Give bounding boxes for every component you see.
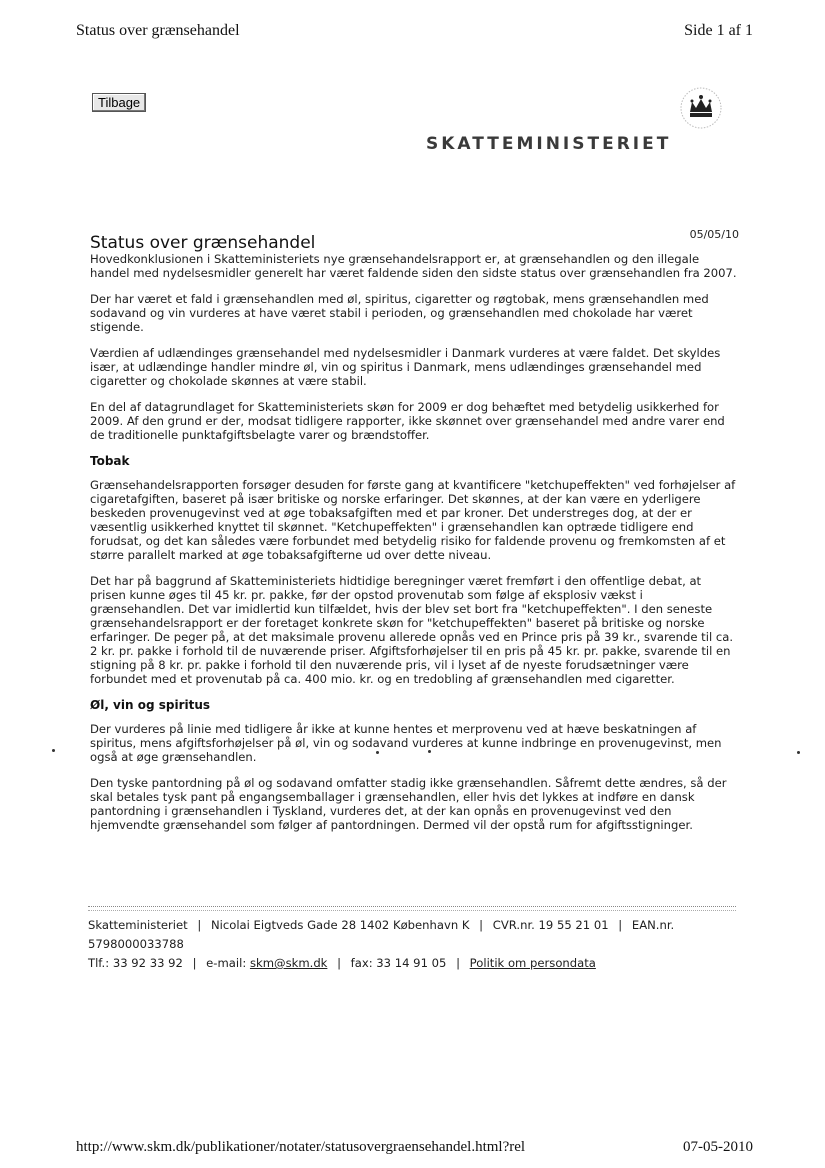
footer-separator: | — [618, 918, 623, 932]
scan-speck — [376, 751, 379, 754]
article-title: Status over grænsehandel — [90, 233, 316, 253]
print-header-title: Status over grænsehandel — [76, 22, 240, 39]
page-footer — [88, 916, 738, 973]
paragraph: Grænsehandelsrapporten forsøger desuden for første gang at kvantificere "ketchupeffekten" ved forhøjelser af cigaretafgiften, baseret på især britiske og norske erfaringer. Det skønnes, at der kan være en yderligere beskeden provenugevinst ved at øge tobaksafgiften med et par kroner. Det understreges dog, at der er væsentlig usikkerhed knyttet til skønnet. "Ketchupeffekten" i grænsehandlen kan optræde tidligere end forudsat, og det kan således være forbundet med betydelig risiko for faldende provenu og fremkomsten af et større parallelt marked at øge tobaksafgifterne ud over dette niveau. — [90, 478, 736, 562]
footer-email-link[interactable]: skm@skm.dk — [249, 956, 328, 970]
back-button[interactable]: Tilbage — [92, 93, 146, 112]
footer-separator: | — [337, 956, 341, 970]
brand-wordmark: SKATTEMINISTERIET — [426, 134, 672, 154]
paragraph: Værdien af udlændinges grænsehandel med nydelsesmidler i Danmark vurderes at være faldet. Det skyldes især, at udlændinge handler mindre øl, vin og spiritus i Danmark, mens udlændinges grænsehandel med cigaretter og chokolade skønnes at være stabil. — [90, 346, 721, 388]
scan-speck — [428, 750, 431, 753]
paragraph: Der har været et fald i grænsehandlen med øl, spiritus, cigaretter og røgtobak, mens grænsehandlen med sodavand og vin vurderes at have været stabil i perioden, og grænsehandlen med chokolade har været stigende. — [90, 292, 709, 334]
scan-speck — [797, 751, 800, 754]
paragraph: Det har på baggrund af Skatteministeriets hidtidige beregninger været fremført i den offentlige debat, at prisen kunne øges til 45 kr. pr. pakke, før der opstod provenutab som følge af eksplosiv vækst i grænsehandlen. Det var imidlertid kun tilfældet, hvis der blev set bort fra "ketchupeffekten". I den seneste grænsehandelsrapport er der foretaget konkrete skøn for "ketchupeffekten" baseret på britiske og norske erfaringer. De peger på, at det maksimale provenu allerede opnås ved en Prince pris på 39 kr., svarende til ca. 2 kr. pr. pakke i forhold til de nuværende priser. Afgiftsforhøjelser til en pris på 45 kr. pr. pakke, svarende til en stigning på 8 kr. pr. pakke i forhold til den nuværende pris, vil i lyset af de nyeste forudsætninger være forbundet med et provenutab på ca. 400 mio. kr. og en tredobling af grænsehandlen med cigaretter. — [90, 574, 734, 686]
paragraph: Den tyske pantordning på øl og sodavand omfatter stadig ikke grænsehandlen. Såfremt dette ændres, så der skal betales tysk pant på engangsemballager i grænsehandlen, eller hvis det lykkes at indføre en dansk pantordning i grænsehandlen i Tyskland, vurderes det, at der kan opnås en provenugevinst ved den hjemvendte grænsehandel som følger af pantordningen. Dermed vil der opstå rum for afgiftsstigninger. — [90, 776, 727, 832]
section-heading-alcohol: Øl, vin og spiritus — [90, 698, 211, 712]
footer-privacy-link[interactable]: Politik om persondata — [469, 956, 596, 970]
print-footer — [76, 1139, 753, 1156]
footer-divider — [88, 906, 736, 911]
footer-separator: | — [456, 956, 460, 970]
footer-cvr: CVR.nr. 19 55 21 01 — [492, 918, 609, 932]
article-date: 05/05/10 — [689, 228, 739, 241]
crown-icon — [676, 86, 726, 130]
footer-org: Skatteministeriet — [88, 918, 188, 932]
print-footer-date: 07-05-2010 — [683, 1139, 753, 1155]
scan-speck — [52, 749, 55, 752]
print-footer-url: http://www.skm.dk/publikationer/notater/statusovergraensehandel.html?rel — [76, 1139, 526, 1155]
footer-fax: fax: 33 14 91 05 — [350, 956, 447, 970]
footer-separator: | — [192, 956, 197, 970]
print-header — [76, 22, 753, 40]
footer-line-1 — [88, 916, 738, 954]
footer-ean: EAN.nr. 5798000033788 — [88, 918, 675, 951]
footer-separator: | — [479, 918, 484, 932]
paragraph: Hovedkonklusionen i Skatteministeriets nye grænsehandelsrapport er, at grænsehandlen og den illegale handel med nydelsesmidler generelt har været faldende siden den sidste status over grænsehandlen fra 2007. — [90, 252, 737, 280]
footer-email-label: e-mail: — [206, 956, 247, 970]
section-heading-tobacco: Tobak — [90, 454, 130, 468]
footer-line-2 — [88, 954, 738, 973]
footer-phone: Tlf.: 33 92 33 92 — [88, 956, 183, 970]
footer-address: Nicolai Eigtveds Gade 28 1402 København K — [210, 918, 470, 932]
paragraph: En del af datagrundlaget for Skatteministeriets skøn for 2009 er dog behæftet med betydelig usikkerhed for 2009. Af den grund er der, modsat tidligere rapporter, ikke skønnet over grænsehandel med andre varer end de traditionelle punktafgiftsbelagte varer og brændstoffer. — [90, 400, 725, 442]
print-header-page: Side 1 af 1 — [684, 22, 753, 39]
footer-separator: | — [197, 918, 202, 932]
paragraph: Der vurderes på linie med tidligere år ikke at kunne hentes et merprovenu ved at hæve beskatningen af spiritus, mens afgiftsforhøjelser på øl, vin og sodavand vurderes at kunne indbringe en provenugevinst, men også at øge grænsehandlen. — [90, 722, 722, 764]
